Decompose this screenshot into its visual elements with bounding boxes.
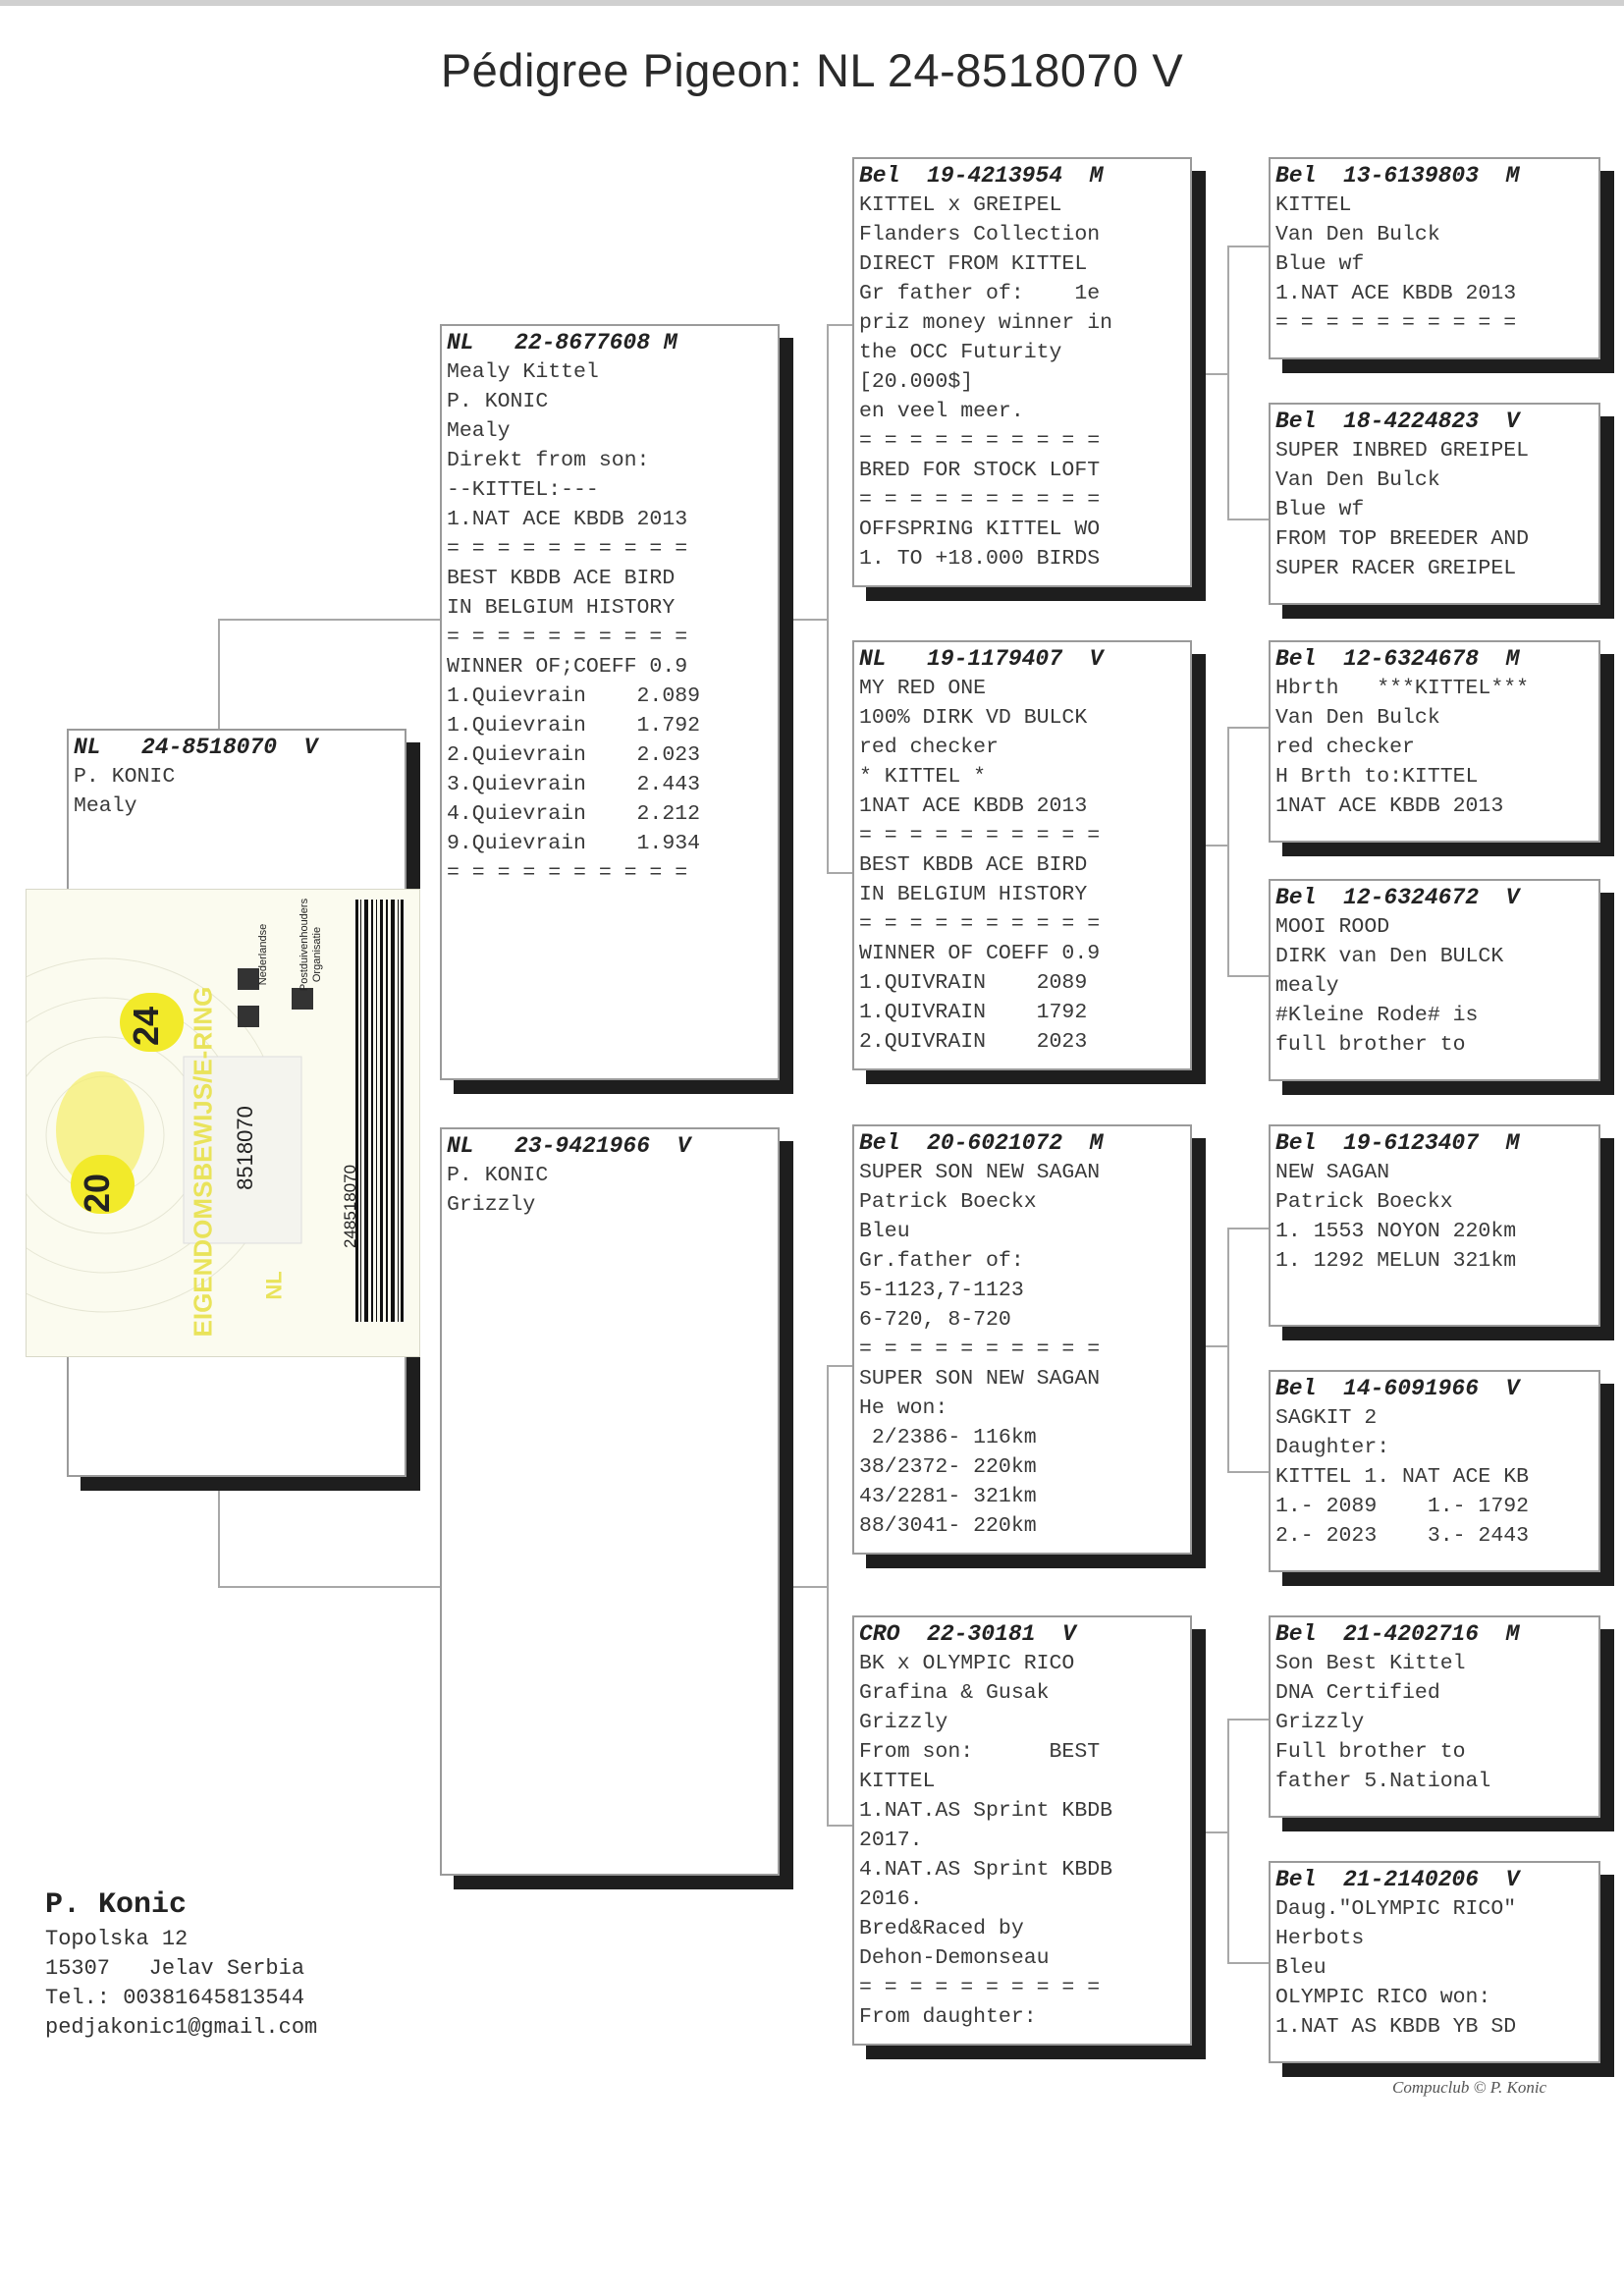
pigeon-line: Full brother to bbox=[1275, 1740, 1466, 1764]
software-credit: Compuclub © P. Konic bbox=[1392, 2078, 1547, 2097]
pigeon-line: Grizzly bbox=[859, 1711, 948, 1734]
pigeon-line: KITTEL 1. NAT ACE KB bbox=[1275, 1465, 1530, 1489]
pigeon-line: 1.NAT.AS Sprint KBDB bbox=[859, 1799, 1113, 1823]
pigeon-line: Blue wf bbox=[1275, 498, 1365, 521]
pigeon-line: red checker bbox=[1275, 736, 1415, 759]
pigeon-line: P. KONIC bbox=[447, 1164, 549, 1187]
pigeon-line: 9.Quievrain 1.934 bbox=[447, 832, 701, 855]
ring-org-line1: Nederlandse bbox=[257, 923, 270, 986]
connector bbox=[789, 619, 827, 621]
ring-card-image bbox=[26, 889, 420, 1357]
pigeon-box-ds bbox=[852, 1124, 1192, 1555]
pigeon-line: Blue wf bbox=[1275, 252, 1365, 276]
pigeon-line: 1.Quievrain 2.089 bbox=[447, 684, 701, 708]
pigeon-line: = = = = = = = = = = bbox=[859, 1976, 1101, 1999]
pigeon-line: = = = = = = = = = = bbox=[859, 1338, 1101, 1361]
pigeon-line: 1.NAT ACE KBDB 2013 bbox=[447, 508, 688, 531]
pigeon-line: = = = = = = = = = = bbox=[859, 824, 1101, 847]
pigeon-line: 1NAT ACE KBDB 2013 bbox=[1275, 794, 1504, 818]
connector bbox=[1202, 1831, 1227, 1833]
pigeon-line: 1.- 2089 1.- 1792 bbox=[1275, 1495, 1530, 1518]
pigeon-line: Gr father of: 1e bbox=[859, 282, 1101, 305]
pigeon-line: Mealy bbox=[447, 419, 511, 443]
breeder-name: P. Konic bbox=[45, 1888, 188, 1922]
ring-year-left: 20 bbox=[77, 1173, 118, 1214]
pigeon-box-ddd bbox=[1269, 1861, 1600, 2063]
pigeon-box-sds bbox=[1269, 640, 1600, 843]
page-title: Pédigree Pigeon: NL 24-8518070 V bbox=[440, 44, 1184, 96]
connector bbox=[1227, 1228, 1229, 1473]
ring-number: NL 22-8677608 M bbox=[447, 330, 677, 355]
ring-year-right: 24 bbox=[126, 1006, 167, 1047]
pigeon-line: = = = = = = = = = = bbox=[447, 626, 688, 649]
pigeon-line: P. KONIC bbox=[74, 765, 176, 789]
pigeon-line: * KITTEL * bbox=[859, 765, 987, 789]
pigeon-line: Herbots bbox=[1275, 1927, 1365, 1950]
pigeon-line: Grafina & Gusak bbox=[859, 1681, 1050, 1705]
connector bbox=[1227, 1719, 1269, 1721]
pigeon-line: 43/2281- 321km bbox=[859, 1485, 1037, 1508]
pigeon-line: priz money winner in bbox=[859, 311, 1113, 335]
pigeon-line: SAGKIT 2 bbox=[1275, 1406, 1378, 1430]
pigeon-line: 2.QUIVRAIN 2023 bbox=[859, 1030, 1088, 1054]
pigeon-line: OLYMPIC RICO won: bbox=[1275, 1986, 1491, 2009]
ring-number: CRO 22-30181 V bbox=[859, 1621, 1076, 1647]
connector bbox=[1227, 246, 1269, 247]
pigeon-line: DIRECT FROM KITTEL bbox=[859, 252, 1088, 276]
ring-number: Bel 19-4213954 M bbox=[859, 163, 1104, 189]
pigeon-line: WINNER OF;COEFF 0.9 bbox=[447, 655, 688, 679]
pigeon-line: 1.QUIVRAIN 1792 bbox=[859, 1001, 1088, 1024]
pigeon-line: IN BELGIUM HISTORY bbox=[447, 596, 676, 620]
ring-title-vertical: EIGENDOMSBEWIJS/E-RING bbox=[188, 986, 218, 1338]
pigeon-line: 4.Quievrain 2.212 bbox=[447, 802, 701, 826]
pigeon-line: 100% DIRK VD BULCK bbox=[859, 706, 1088, 730]
ring-number: Bel 12-6324672 V bbox=[1275, 885, 1520, 910]
pigeon-line: #Kleine Rode# is bbox=[1275, 1004, 1479, 1027]
pigeon-line: en veel meer. bbox=[859, 400, 1024, 423]
pigeon-line: FROM TOP BREEDER AND bbox=[1275, 527, 1530, 551]
pigeon-line: P. KONIC bbox=[447, 390, 549, 413]
ring-number: Bel 21-4202716 M bbox=[1275, 1621, 1520, 1647]
connector bbox=[1227, 975, 1269, 977]
connector bbox=[1227, 1471, 1269, 1473]
pigeon-line: 4.NAT.AS Sprint KBDB bbox=[859, 1858, 1113, 1882]
pigeon-line: From son: BEST bbox=[859, 1740, 1101, 1764]
connector bbox=[827, 872, 852, 874]
connector bbox=[1202, 845, 1227, 847]
ring-number: NL 23-9421966 V bbox=[447, 1133, 691, 1159]
pigeon-line: DIRK van Den BULCK bbox=[1275, 945, 1504, 968]
pigeon-line: MOOI ROOD bbox=[1275, 915, 1390, 939]
pigeon-line: red checker bbox=[859, 736, 999, 759]
pigeon-line: Direkt from son: bbox=[447, 449, 650, 472]
pigeon-line: the OCC Futurity bbox=[859, 341, 1062, 364]
pigeon-line: Daug."OLYMPIC RICO" bbox=[1275, 1897, 1517, 1921]
pigeon-line: 6-720, 8-720 bbox=[859, 1308, 1011, 1332]
pigeon-line: Mealy bbox=[74, 794, 137, 818]
pigeon-line: SUPER SON NEW SAGAN bbox=[859, 1367, 1101, 1391]
connector bbox=[1227, 246, 1229, 520]
pigeon-line: SUPER SON NEW SAGAN bbox=[859, 1161, 1101, 1184]
pigeon-line: KITTEL bbox=[859, 1770, 936, 1793]
connector bbox=[1227, 727, 1269, 729]
pigeon-line: OFFSPRING KITTEL WO bbox=[859, 518, 1101, 541]
pigeon-line: H Brth to:KITTEL bbox=[1275, 765, 1479, 789]
pigeon-line: From daughter: bbox=[859, 2005, 1037, 2029]
pigeon-line: SUPER RACER GREIPEL bbox=[1275, 557, 1517, 580]
pigeon-box-sss bbox=[1269, 157, 1600, 359]
pigeon-line: 3.Quievrain 2.443 bbox=[447, 773, 701, 796]
connector bbox=[1202, 373, 1227, 375]
pigeon-box-dds bbox=[1269, 1615, 1600, 1818]
pigeon-line: NEW SAGAN bbox=[1275, 1161, 1390, 1184]
pigeon-line: = = = = = = = = = = bbox=[859, 912, 1101, 936]
pigeon-line: Flanders Collection bbox=[859, 223, 1101, 246]
pigeon-line: Patrick Boeckx bbox=[1275, 1190, 1453, 1214]
pigeon-box-dss bbox=[1269, 1124, 1600, 1327]
pigeon-line: Bred&Raced by bbox=[859, 1917, 1024, 1940]
connector bbox=[827, 1825, 852, 1827]
ring-number: Bel 19-6123407 M bbox=[1275, 1130, 1520, 1156]
pigeon-line: Van Den Bulck bbox=[1275, 706, 1440, 730]
ring-number: NL 19-1179407 V bbox=[859, 646, 1104, 672]
connector bbox=[827, 324, 852, 326]
pigeon-line: 1. 1292 MELUN 321km bbox=[1275, 1249, 1517, 1273]
ring-number: Bel 21-2140206 V bbox=[1275, 1867, 1520, 1892]
pigeon-line: Bleu bbox=[1275, 1956, 1326, 1980]
pigeon-line: full brother to bbox=[1275, 1033, 1466, 1057]
pigeon-line: 1. 1553 NOYON 220km bbox=[1275, 1220, 1517, 1243]
breeder-address: Topolska 12 bbox=[45, 1927, 189, 1951]
pigeon-box-dsd bbox=[1269, 1370, 1600, 1572]
pigeon-line: DNA Certified bbox=[1275, 1681, 1440, 1705]
connector bbox=[218, 1468, 220, 1586]
pigeon-line: BK x OLYMPIC RICO bbox=[859, 1652, 1075, 1675]
ring-number: Bel 20-6021072 M bbox=[859, 1130, 1104, 1156]
pigeon-line: 2017. bbox=[859, 1829, 923, 1852]
pigeon-line: Patrick Boeckx bbox=[859, 1190, 1037, 1214]
pigeon-line: Mealy Kittel bbox=[447, 360, 599, 384]
ring-number: Bel 14-6091966 V bbox=[1275, 1376, 1520, 1401]
pigeon-line: 1.Quievrain 1.792 bbox=[447, 714, 701, 738]
pigeon-line: 88/3041- 220km bbox=[859, 1514, 1037, 1538]
pigeon-line: Bleu bbox=[859, 1220, 910, 1243]
connector bbox=[1227, 519, 1269, 520]
pigeon-line: Hbrth ***KITTEL*** bbox=[1275, 677, 1530, 700]
pigeon-line: mealy bbox=[1275, 974, 1339, 998]
pigeon-line: Van Den Bulck bbox=[1275, 468, 1440, 492]
ring-card-graphic bbox=[27, 890, 419, 1356]
pigeon-line: Son Best Kittel bbox=[1275, 1652, 1466, 1675]
pigeon-line: Dehon-Demonseau bbox=[859, 1946, 1050, 1970]
connector bbox=[827, 1365, 829, 1827]
pigeon-line: = = = = = = = = = = bbox=[1275, 311, 1517, 335]
ring-number: NL 24-8518070 V bbox=[74, 735, 318, 760]
pigeon-line: 2.Quievrain 2.023 bbox=[447, 743, 701, 767]
pigeon-box-sd bbox=[852, 640, 1192, 1070]
ring-number: Bel 18-4224823 V bbox=[1275, 409, 1520, 434]
pigeon-line: = = = = = = = = = = bbox=[447, 861, 688, 885]
breeder-phone: Tel.: 00381645813544 bbox=[45, 1986, 305, 2010]
ring-number: Bel 12-6324678 M bbox=[1275, 646, 1520, 672]
pigeon-line: 5-1123,7-1123 bbox=[859, 1279, 1024, 1302]
pigeon-box-dam bbox=[440, 1127, 780, 1876]
pigeon-line: Van Den Bulck bbox=[1275, 223, 1440, 246]
pigeon-line: MY RED ONE bbox=[859, 677, 987, 700]
pigeon-line: 2.- 2023 3.- 2443 bbox=[1275, 1524, 1530, 1548]
pigeon-line: father 5.National bbox=[1275, 1770, 1491, 1793]
pigeon-line: He won: bbox=[859, 1396, 948, 1420]
ring-org-line2: Postduivenhouders bbox=[298, 898, 311, 992]
pigeon-line: KITTEL x GREIPEL bbox=[859, 193, 1062, 217]
connector bbox=[218, 619, 220, 729]
pigeon-line: IN BELGIUM HISTORY bbox=[859, 883, 1088, 906]
top-edge-line bbox=[0, 0, 1624, 6]
pigeon-line: 1NAT ACE KBDB 2013 bbox=[859, 794, 1088, 818]
ring-number-vertical: 8518070 bbox=[232, 1106, 257, 1190]
pigeon-line: SUPER INBRED GREIPEL bbox=[1275, 439, 1530, 463]
pigeon-line: [20.000$] bbox=[859, 370, 974, 394]
ring-number: Bel 13-6139803 M bbox=[1275, 163, 1520, 189]
ring-org-line3: Organisatie bbox=[311, 926, 324, 983]
ring-barcode-number: 248518070 bbox=[341, 1164, 359, 1248]
pigeon-box-sire bbox=[440, 324, 780, 1080]
pigeon-line: = = = = = = = = = = bbox=[447, 537, 688, 561]
pigeon-line: BEST KBDB ACE BIRD bbox=[859, 853, 1088, 877]
breeder-contact bbox=[45, 1885, 317, 2043]
pigeon-line: BEST KBDB ACE BIRD bbox=[447, 567, 676, 590]
pigeon-line: 1.NAT AS KBDB YB SD bbox=[1275, 2015, 1517, 2039]
pigeon-line: Daughter: bbox=[1275, 1436, 1390, 1459]
connector bbox=[218, 1586, 440, 1588]
breeder-city: 15307 Jelav Serbia bbox=[45, 1956, 305, 1981]
pigeon-line: WINNER OF COEFF 0.9 bbox=[859, 942, 1101, 965]
pigeon-line: 38/2372- 220km bbox=[859, 1455, 1037, 1479]
pigeon-box-ssd bbox=[1269, 403, 1600, 605]
pigeon-line: 1. TO +18.000 BIRDS bbox=[859, 547, 1101, 571]
pigeon-line: Grizzly bbox=[1275, 1711, 1365, 1734]
connector bbox=[218, 619, 440, 621]
pigeon-line: BRED FOR STOCK LOFT bbox=[859, 459, 1101, 482]
pigeon-line: = = = = = = = = = = bbox=[859, 488, 1101, 512]
pigeon-line: = = = = = = = = = = bbox=[859, 429, 1101, 453]
pigeon-line: Grizzly bbox=[447, 1193, 536, 1217]
connector bbox=[1202, 1345, 1227, 1347]
connector bbox=[827, 324, 829, 874]
pigeon-line: 2016. bbox=[859, 1887, 923, 1911]
connector bbox=[827, 1365, 852, 1367]
breeder-email[interactable]: pedjakonic1@gmail.com bbox=[45, 2015, 318, 2040]
connector bbox=[1227, 1962, 1269, 1964]
pigeon-line: KITTEL bbox=[1275, 193, 1352, 217]
pigeon-box-sdd bbox=[1269, 879, 1600, 1081]
pigeon-line: 1.QUIVRAIN 2089 bbox=[859, 971, 1088, 995]
pigeon-box-ss bbox=[852, 157, 1192, 587]
connector bbox=[1227, 727, 1229, 977]
pigeon-line: --KITTEL:--- bbox=[447, 478, 599, 502]
ring-country: NL bbox=[261, 1271, 287, 1300]
pigeon-line: 1.NAT ACE KBDB 2013 bbox=[1275, 282, 1517, 305]
connector bbox=[1227, 1228, 1269, 1229]
pigeon-line: Gr.father of: bbox=[859, 1249, 1024, 1273]
connector bbox=[1227, 1719, 1229, 1964]
pigeon-line: 2/2386- 116km bbox=[859, 1426, 1037, 1449]
connector bbox=[789, 1586, 827, 1588]
pigeon-box-dd bbox=[852, 1615, 1192, 2046]
